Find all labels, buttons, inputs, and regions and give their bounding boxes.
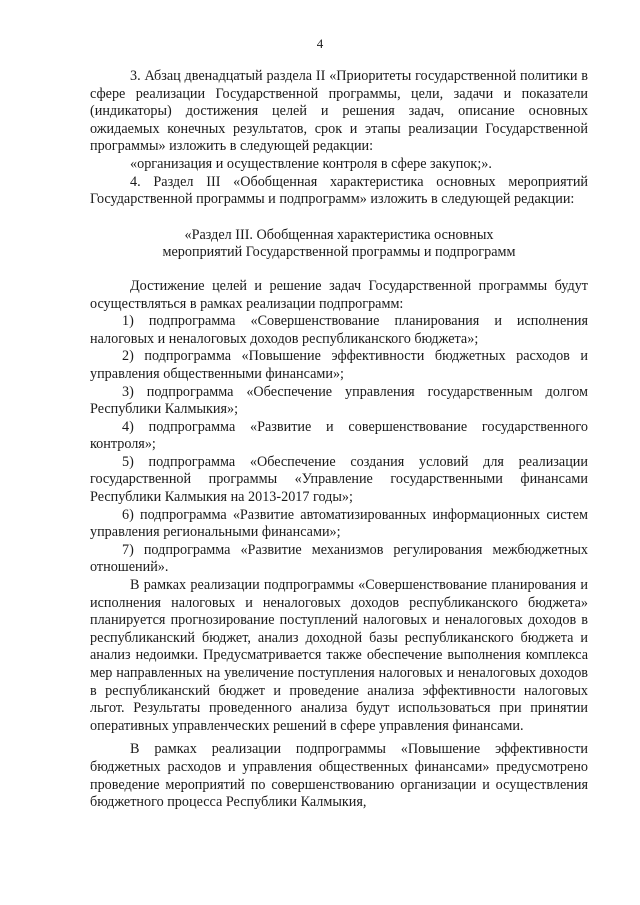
intro-paragraph: Достижение целей и решение задач Государственной программы будут осуществляться в рамках реализации подпрограмм: <box>90 277 588 312</box>
list-item: 2) подпрограмма «Повышение эффективности бюджетных расходов и управления общественными финансами»; <box>90 348 588 382</box>
paragraph-item-4: 4. Раздел III «Обобщенная характеристика основных мероприятий Государственной программы и подпрограмм» изложить в следующей редакции: <box>90 173 588 208</box>
list-item: 4) подпрограмма «Развитие и совершенствование государственного контроля»; <box>90 418 588 453</box>
section-heading <box>90 227 588 262</box>
quoted-new-text: «организация и осуществление контроля в сфере закупок;». <box>130 155 492 172</box>
list-item: 1) подпрограмма «Совершенствование планирования и исполнения налоговых и неналоговых доходов республиканского бюджета»; <box>90 313 588 347</box>
page-number: 4 <box>316 36 324 51</box>
document-body <box>90 68 588 812</box>
section-heading-line-2: мероприятий Государственной программы и подпрограмм <box>162 244 516 261</box>
subprogram-1-paragraph: В рамках реализации подпрограммы «Совершенствование планирования и исполнения налоговых и неналоговых доходов республиканского бюджета» планируется прогнозирование поступлений налоговых и неналоговых доходов в республиканский бюджет, анализ доходной базы республиканского бюджета и анализ недоимки. Предусматривается также обеспечение выполнения комплекса мер направленных на увеличение поступления налоговых и неналоговых доходов в республиканский бюджет и проведение анализа эффективности налоговых льгот. Результаты проведенного анализа будут использоваться при принятии оперативных управленческих решений в сфере управления финансами. <box>90 577 588 734</box>
list-item: 7) подпрограмма «Развитие механизмов регулирования межбюджетных отношений». <box>90 541 588 576</box>
paragraph-item-3: 3. Абзац двенадцатый раздела II «Приоритеты государственной политики в сфере реализации Государственной программы, цели, задачи и показатели (индикаторы) достижения целей и решения задач, описание основных ожидаемых конечных результатов, срок и этапы реализации Государственной программы» изложить в следующей редакции: <box>90 68 588 155</box>
list-item: 3) подпрограмма «Обеспечение управления государственным долгом Республики Калмыкия»; <box>90 383 588 418</box>
subprogram-2-paragraph: В рамках реализации подпрограммы «Повышение эффективности бюджетных расходов и управления общественных финансами» предусмотрено проведение мероприятий по совершенствованию организации и осуществления бюджетного процесса Республики Калмыкия, <box>90 741 588 811</box>
list-item: 5) подпрограмма «Обеспечение создания условий для реализации государственной программы «Управление государственными финансами Республики Калмыкия на 2013-2017 годы»; <box>90 453 588 506</box>
section-heading-line-1: «Раздел III. Обобщенная характеристика основных <box>184 226 494 243</box>
list-item: 6) подпрограмма «Развитие автоматизированных информационных систем управления региональными финансами»; <box>90 506 588 541</box>
